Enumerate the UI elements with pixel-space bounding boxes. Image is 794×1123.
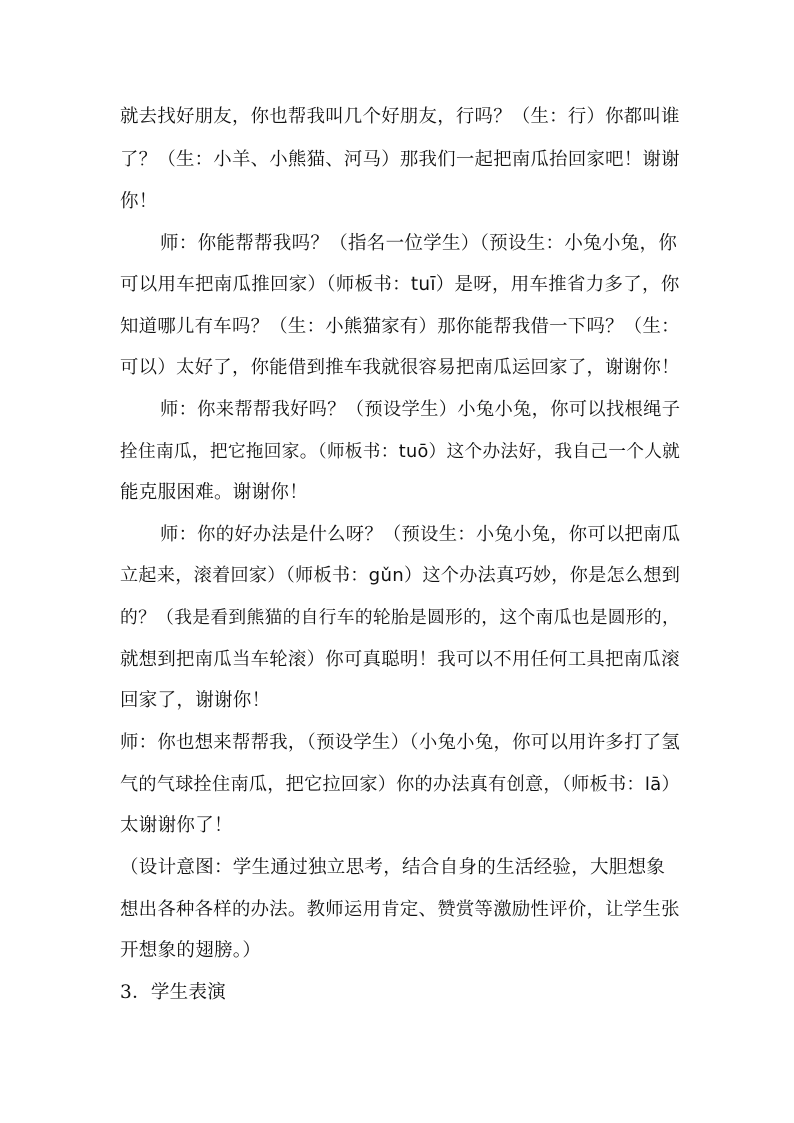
text-line: 的？（我是看到熊猫的自行车的轮胎是圆形的，这个南瓜也是圆形的， [120,608,681,628]
text-line: 就去找好朋友，你也帮我叫几个好朋友，行吗？（生：行）你都叫谁 [120,106,680,127]
text-line: 能克服困难。谢谢你！ [120,482,309,503]
text-line: 师：你来帮帮我好吗？（预设学生）小兔小兔，你可以找根绳子 [160,399,681,420]
text-line: 就想到把南瓜当车轮滚）你可真聪明！我可以不用任何工具把南瓜滚 [120,649,680,670]
text-line: 你！ [120,191,158,212]
text-line: 太谢谢你了！ [120,815,233,836]
text-line: 立起来，滚着回家）（师板书：gǔn）这个办法真巧妙，你是怎么想到 [120,565,681,586]
text-line: 了？（生：小羊、小熊猫、河马）那我们一起把南瓜抬回家吧！谢谢 [120,149,680,170]
text-line: 师：你的好办法是什么呀？（预设生：小兔小兔，你可以把南瓜 [160,524,681,545]
text-line: 开想象的翅膀。） [120,940,262,961]
text-line: 师：你也想来帮帮我，（预设学生）（小兔小兔，你可以用许多打了氢 [120,732,681,753]
text-line: 知道哪儿有车吗？（生：小熊猫家有）那你能帮我借一下吗？（生： [120,316,680,337]
text-line: 可以用车把南瓜推回家）（师板书：tuī）是呀，用车推省力多了，你 [120,274,680,295]
text-line: 回家了，谢谢你！ [120,690,271,711]
text-line: 拴住南瓜，把它拖回家。（师板书：tuō）这个办法好，我自己一个人就 [120,442,681,462]
text-line: （设计意图：学生通过独立思考，结合自身的生活经验，大胆想象 [120,857,666,878]
text-line: 想出各种各样的办法。教师运用肯定、赞赏等激励性评价，让学生张 [120,899,680,920]
text-line: 可以）太好了，你能借到推车我就很容易把南瓜运回家了，谢谢你！ [120,357,680,378]
section-heading: 3．学生表演 [120,982,227,1003]
text-line: 气的气球拴住南瓜，把它拉回家）你的办法真有创意，（师板书：lā） [120,774,680,795]
text-line: 师：你能帮帮我吗？（指名一位学生）（预设生：小兔小兔，你 [160,233,678,254]
